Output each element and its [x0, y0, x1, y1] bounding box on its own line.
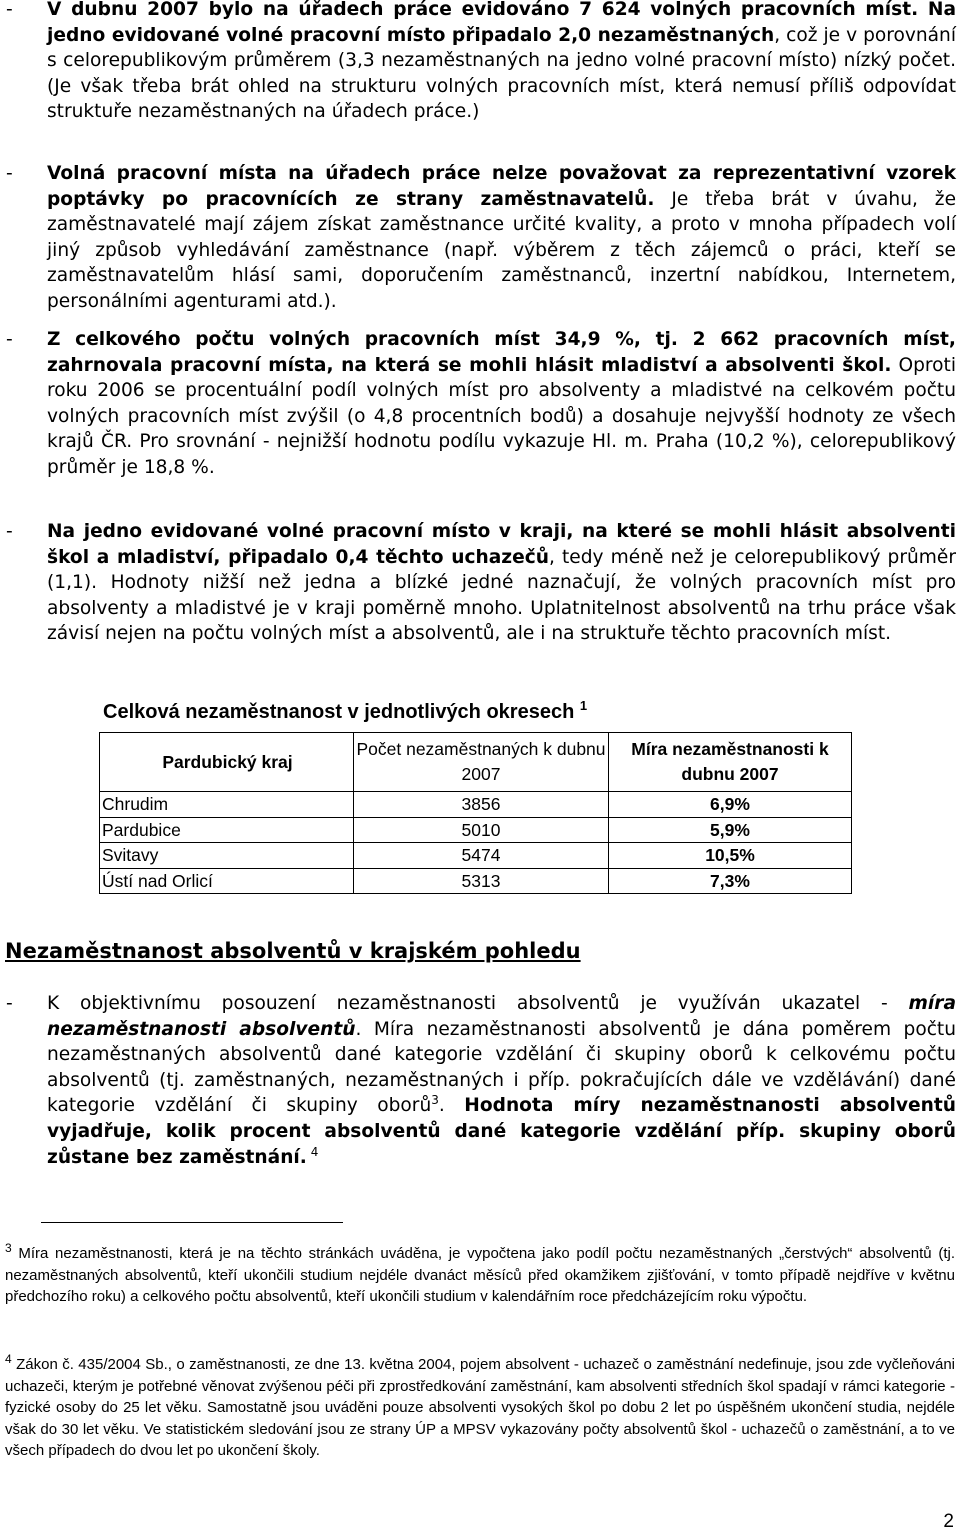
footnote-ref: 3 [431, 1093, 439, 1108]
bullet-vacancies-representativeness [6, 161, 956, 315]
table-row [100, 817, 852, 843]
table-header-row [100, 733, 852, 792]
table-cell-count: 5474 [354, 843, 609, 869]
bullet-text-bold: Z celkového počtu volných pracovních míst 34,9 %, tj. 2 662 pracovních míst, zahrnovala pracovní místa, na která se mohli hlásit mladiství a absolventi škol. [47, 329, 956, 376]
table-cell-rate: 5,9% [609, 817, 852, 843]
table-row [100, 868, 852, 894]
footnote-text: Míra nezaměstnanosti, která je na těchto stránkách uváděna, je vypočtena jako podíl počtu nezaměstnaných „čerstvých“ absolventů (tj. nezaměstnaných absolventů, kteří ukončili studium nejdéle dvanáct měsíců před okamžikem zjišťování, v tomto případě nejdříve v květnu předchozího roku) a celkového počtu absolventů, kteří ukončili studium v kalendářním roce předcházejícím roku výpočtu. [5, 1245, 955, 1306]
bullet-vacancies-april [6, 0, 956, 125]
bullet-dash: - [6, 329, 13, 350]
bullet-text: , což je v porovnání s celorepublikovým průměrem (3,3 nezaměstnaných na jedno volné pracovní místo) nízký počet. [47, 24, 956, 72]
bullet-graduate-unemployment-rate [6, 991, 956, 1170]
section-heading: Nezaměstnanost absolventů v krajském pohledu [5, 939, 581, 963]
table-header-count: Počet nezaměstnaných k dubnu 2007 [354, 733, 609, 792]
table-cell-rate: 7,3% [609, 868, 852, 894]
table-row [100, 843, 852, 869]
table-title-text: Celková nezaměstnanost v jednotlivých okresech [103, 701, 575, 723]
table-cell-count: 5010 [354, 817, 609, 843]
bullet-text-bold: Hodnota míry nezaměstnanosti absolventů vyjadřuje, kolik procent absolventů dané kategorie vzdělání příp. skupiny oborů zůstane bez zaměstnání. [47, 1095, 957, 1168]
table-header-rate: Míra nezaměstnanosti k dubnu 2007 [609, 733, 852, 792]
bullet-text-bold: Na jedno evidované volné pracovní místo připadalo 2,0 nezaměstnaných [47, 0, 956, 46]
footnote-4 [5, 1354, 955, 1462]
bullet-text: , tedy méně než je celorepublikový průměr (1,1). Hodnoty nižší než jedna a blízké jedné naznačují, že volných pracovních míst pro absolventy a mladistvé je v kraji poměrně mnoho. Uplatnitelnost absolventů na trhu práce však závisí nejen na počtu volných míst a absolventů, ale i na struktuře těchto pracovních míst. [47, 546, 956, 645]
bullet-text-bold: Volná pracovní místa na úřadech práce nelze považovat za reprezentativní vzorek poptávky po pracovnících ze strany zaměstnavatelů. [47, 163, 956, 210]
bullet-text: Oproti roku 2006 se procentuální podíl volných míst pro absolventy a mladistvé na celkovém počtu volných pracovních míst zvýšil (o 4,8 procentních bodů) a dosahuje nejvyšší hodnoty ze všech krajů ČR. Pro srovnání - nejnižší hodnotu podílu vykazuje Hl. m. Praha (10,2 %), celorepublikový průměr je 18,8 %. [47, 354, 956, 478]
bullet-dash: - [6, 163, 13, 184]
table-cell-rate: 10,5% [609, 843, 852, 869]
table-row [100, 792, 852, 818]
bullet-dash: - [6, 993, 13, 1014]
table-cell-district: Ústí nad Orlicí [100, 868, 354, 894]
bullet-text-bold: Na jedno evidované volné pracovní místo v kraji, na které se mohli hlásit absolventi škol a mladiství, připadalo 0,4 těchto uchazečů [47, 521, 956, 568]
table-cell-count: 5313 [354, 868, 609, 894]
bullet-dash: - [6, 521, 13, 542]
bullet-text: . [438, 1095, 465, 1117]
table-cell-rate: 6,9% [609, 792, 852, 818]
unemployment-districts-table [99, 732, 852, 894]
footnote-ref: 1 [579, 698, 588, 713]
table-cell-district: Svitavy [100, 843, 354, 869]
footnote-number: 3 [5, 1241, 12, 1255]
footnote-ref: 4 [306, 1144, 319, 1159]
bullet-text: (Je však třeba brát ohled na strukturu volných pracovních míst, která nemusí příliš odpovídat struktuře nezaměstnaných na úřadech práce.) [47, 75, 956, 123]
bullet-text-bold-italic: míra nezaměstnanosti absolventů [47, 993, 956, 1040]
table-title [103, 698, 587, 726]
table-cell-count: 3856 [354, 792, 609, 818]
bullet-text: Je třeba brát v úvahu, že zaměstnavatelé mají zájem získat zaměstnance určité kvality, a proto v mnoha případech volí jiný způsob vyhledávání zaměstnance (např. výběrem z těch zájemců o práci, kteří se zaměstnavatelům hlásí sami, doporučením zaměstnanců, inzertní nabídkou, Internetem, personálními agenturami atd.). [47, 188, 957, 312]
footnote-3 [5, 1243, 955, 1308]
footnote-separator [41, 1222, 343, 1223]
table-header-region: Pardubický kraj [100, 733, 354, 792]
bullet-dash: - [6, 0, 13, 20]
bullet-text: . Míra nezaměstnanosti absolventů je dána poměrem počtu nezaměstnaných absolventů dané kategorie vzdělání či skupiny oborů k celkovému počtu absolventů (tj. zaměstnaných, nezaměstnaných i příp. pokračujících dále ve vzdělávání) dané kategorie vzdělání či skupiny oborů [47, 1018, 956, 1117]
bullet-text: K objektivnímu posouzení nezaměstnanosti absolventů je využíván ukazatel - [47, 993, 909, 1014]
page-number: 2 [943, 1511, 954, 1533]
footnote-number: 4 [5, 1352, 12, 1366]
bullet-graduate-vacancies-share [6, 327, 956, 481]
table-cell-district: Chrudim [100, 792, 354, 818]
table-cell-district: Pardubice [100, 817, 354, 843]
bullet-text-bold: V dubnu 2007 bylo na úřadech práce evidováno 7 624 volných pracovních míst. [47, 0, 919, 20]
bullet-graduates-per-vacancy [6, 519, 956, 647]
footnote-text: Zákon č. 435/2004 Sb., o zaměstnanosti, ze dne 13. května 2004, pojem absolvent - uchazeč o zaměstnání nedefinuje, jsou zde vyčleňováni uchazeči, kterým je potřebné věnovat zvýšenou péči při zprostředkování zaměstnání, kam absolventi středních škol spadají v rámci kategorie - fyzické osoby do 25 let věku. Samostatně jsou uváděni pouze absolventi vysokých škol po dobu 2 let po úspěšném ukončení studia, nejdéle však do 30 let věku. Ve statistickém sledování jsou ze strany ÚP a MPSV vykazovány počty absolventů škol - uchazečů o zaměstnání, a to ve všech případech do dvou let po ukončení školy. [5, 1356, 955, 1460]
